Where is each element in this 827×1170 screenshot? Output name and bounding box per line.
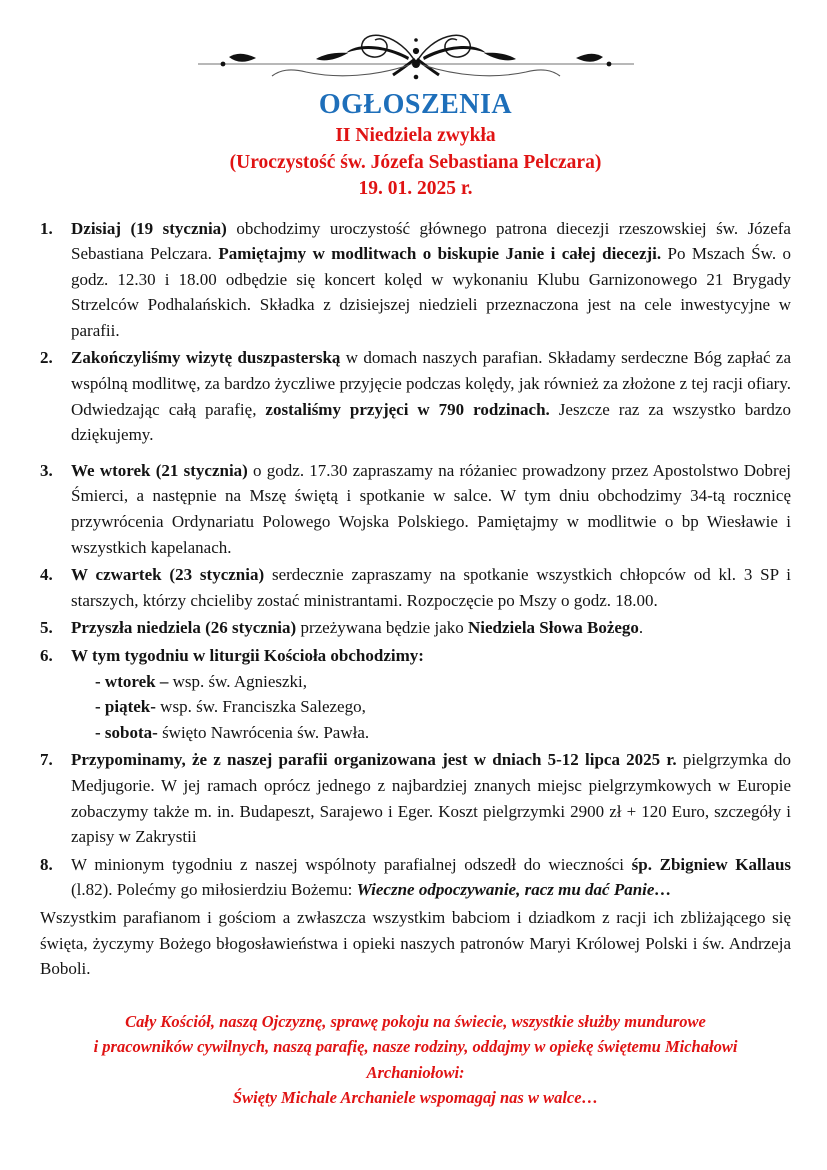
item-number: 5. bbox=[40, 618, 53, 638]
item-text bbox=[71, 216, 791, 344]
item-text bbox=[71, 852, 791, 903]
text-segment: W minionym tygodniu z naszej wspólnoty parafialnej odszedł do wieczności bbox=[71, 854, 632, 874]
item-text bbox=[71, 458, 791, 560]
prayer-footer bbox=[40, 1009, 791, 1111]
announcement-list bbox=[40, 216, 791, 903]
announcement-item bbox=[40, 643, 791, 745]
subtitle-sunday: II Niedziela zwykła bbox=[335, 125, 496, 146]
text-segment: Dzisiaj (19 stycznia) bbox=[71, 218, 237, 238]
text-segment: Zakończyliśmy wizytę duszpasterską bbox=[71, 348, 346, 368]
text-segment: Jeszcze raz za wszystko bardzo dziękujemy. bbox=[71, 399, 791, 445]
text-segment: Wieczne odpoczywanie, racz mu dać Panie… bbox=[356, 880, 672, 900]
text-segment: w domach naszych parafian. Składamy serdeczne Bóg zapłać za wspólną modlitwę, za bardzo życzliwe przyjęcie podczas kolędy, jak również za złożone z tej racji ofiary. Odwiedzając całą parafię, bbox=[71, 348, 791, 419]
item-text bbox=[71, 345, 791, 447]
announcement-item bbox=[40, 345, 791, 447]
liturgy-subline bbox=[95, 720, 791, 746]
announcement-item bbox=[40, 562, 791, 613]
text-segment: wsp. św. Franciszka Salezego, bbox=[160, 697, 366, 717]
text-segment: o godz. 17.30 zapraszamy na różaniec prowadzony przez Apostolstwo Dobrej Śmierci, a następnie na Mszę świętą i spotkanie w salce. W tym dniu obchodzimy 34-tą rocznicę przywrócenia Ordynariatu Polowego Wojska Polskiego. Pamiętajmy w modlitwie o bp Wiesławie i wszystkich kapelanach. bbox=[71, 460, 791, 557]
text-segment: (l.82). Polećmy go miłosierdziu Bożemu: bbox=[71, 880, 357, 900]
item-number: 7. bbox=[40, 750, 53, 770]
prayer-line: Archaniołowi: bbox=[366, 1062, 465, 1082]
item-number: 4. bbox=[40, 565, 53, 585]
text-segment: - piątek- bbox=[95, 697, 161, 717]
item-number: 8. bbox=[40, 854, 53, 874]
text-segment: pielgrzymka do Medjugorie. W jej ramach oprócz jednego z najbardziej znanych miejsc pielgrzymkowych w Europie zobaczymy także m. in. Budapeszt, Sarajewo i Eger. Koszt pielgrzymki 2900 zł + 120 Euro, szczegóły i zapisy w Zakrystii bbox=[71, 750, 792, 847]
text-segment: Przyszła niedziela (26 stycznia) bbox=[71, 618, 301, 638]
text-segment: obchodzimy uroczystość głównego patrona diecezji rzeszowskiej św. Józefa Sebastiana Pelczara. bbox=[71, 218, 791, 264]
item-text bbox=[71, 643, 791, 745]
prayer-line: Święty Michale Archaniele wspomagaj nas w walce… bbox=[232, 1088, 599, 1108]
header-ornament-row bbox=[40, 26, 791, 89]
text-segment: serdecznie zapraszamy na spotkanie wszystkich chłopców od kl. 3 SP i starszych, którzy chcieliby zostać ministrantami. Rozpoczęcie po Mszy o godz. 18.00. bbox=[71, 565, 791, 610]
text-segment: . bbox=[638, 618, 644, 638]
text-segment: W tym tygodniu w liturgii Kościoła obchodzimy: bbox=[71, 646, 424, 665]
prayer-line: Cały Kościół, naszą Ojczyznę, sprawę pokoju na świecie, wszystkie służby mundurowe bbox=[125, 1011, 706, 1031]
text-segment: Przypominamy, że z naszej parafii organizowana jest w dniach 5-12 lipca 2025 r. bbox=[71, 750, 683, 770]
text-segment: Niedziela Słowa Bożego bbox=[468, 618, 639, 638]
announcement-item bbox=[40, 747, 791, 849]
announcement-item bbox=[40, 216, 791, 344]
item-number: 6. bbox=[40, 646, 53, 665]
text-segment: - sobota- bbox=[95, 722, 163, 742]
announcement-item bbox=[40, 458, 791, 560]
item-number: 2. bbox=[40, 348, 53, 368]
liturgy-subline bbox=[95, 669, 791, 695]
text-segment: święto Nawrócenia św. Pawła. bbox=[162, 722, 370, 742]
text-segment: przeżywana będzie jako bbox=[300, 618, 468, 638]
text-segment: zostaliśmy przyjęci w 790 rodzinach. bbox=[265, 399, 559, 419]
text-segment: śp. Zbigniew Kallaus bbox=[631, 854, 792, 874]
announcement-item bbox=[40, 615, 791, 641]
text-segment: Pamiętajmy w modlitwach o biskupie Janie i całej diecezji. bbox=[218, 244, 668, 264]
subtitle-feast: (Uroczystość św. Józefa Sebastiana Pelczara) bbox=[229, 151, 602, 173]
item-text bbox=[71, 747, 791, 849]
text-segment: Po Mszach Św. o godz. 12.30 i 18.00 odbędzie się koncert kolęd w wykonaniu Klubu Garnizonowego 21 Brygady Strzelców Podhalańskich. Składka z dzisiejszej niedzieli przeznaczona jest na cele inwestycyjne w parafii. bbox=[71, 244, 792, 340]
text-segment: W czwartek (23 stycznia) bbox=[71, 565, 272, 585]
text-segment: wsp. św. Agnieszki, bbox=[172, 671, 308, 691]
text-segment: - wtorek – bbox=[95, 671, 173, 691]
item-number: 3. bbox=[40, 460, 53, 480]
closing-paragraph bbox=[40, 905, 791, 982]
liturgy-subline bbox=[95, 694, 791, 720]
item-text bbox=[71, 562, 791, 613]
item-text bbox=[71, 615, 791, 641]
flourish-divider-icon bbox=[196, 26, 636, 84]
page-title: OGŁOSZENIA bbox=[318, 89, 513, 120]
text-segment: Wszystkim parafianom i gościom a zwłaszcza wszystkim babciom i dziadkom z racji ich zbliżającego się święta, życzymy Bożego błogosławieństwa i opieki naszych patronów Maryi Królowej Polski i św. Andrzeja Boboli. bbox=[40, 907, 791, 979]
text-segment: We wtorek (21 stycznia) bbox=[71, 460, 254, 480]
date-line: 19. 01. 2025 r. bbox=[358, 178, 473, 199]
announcement-item bbox=[40, 852, 791, 903]
item-number: 1. bbox=[40, 218, 53, 238]
prayer-line: i pracowników cywilnych, naszą parafię, nasze rodziny, oddajmy w opiekę świętemu Michałowi bbox=[93, 1037, 738, 1057]
